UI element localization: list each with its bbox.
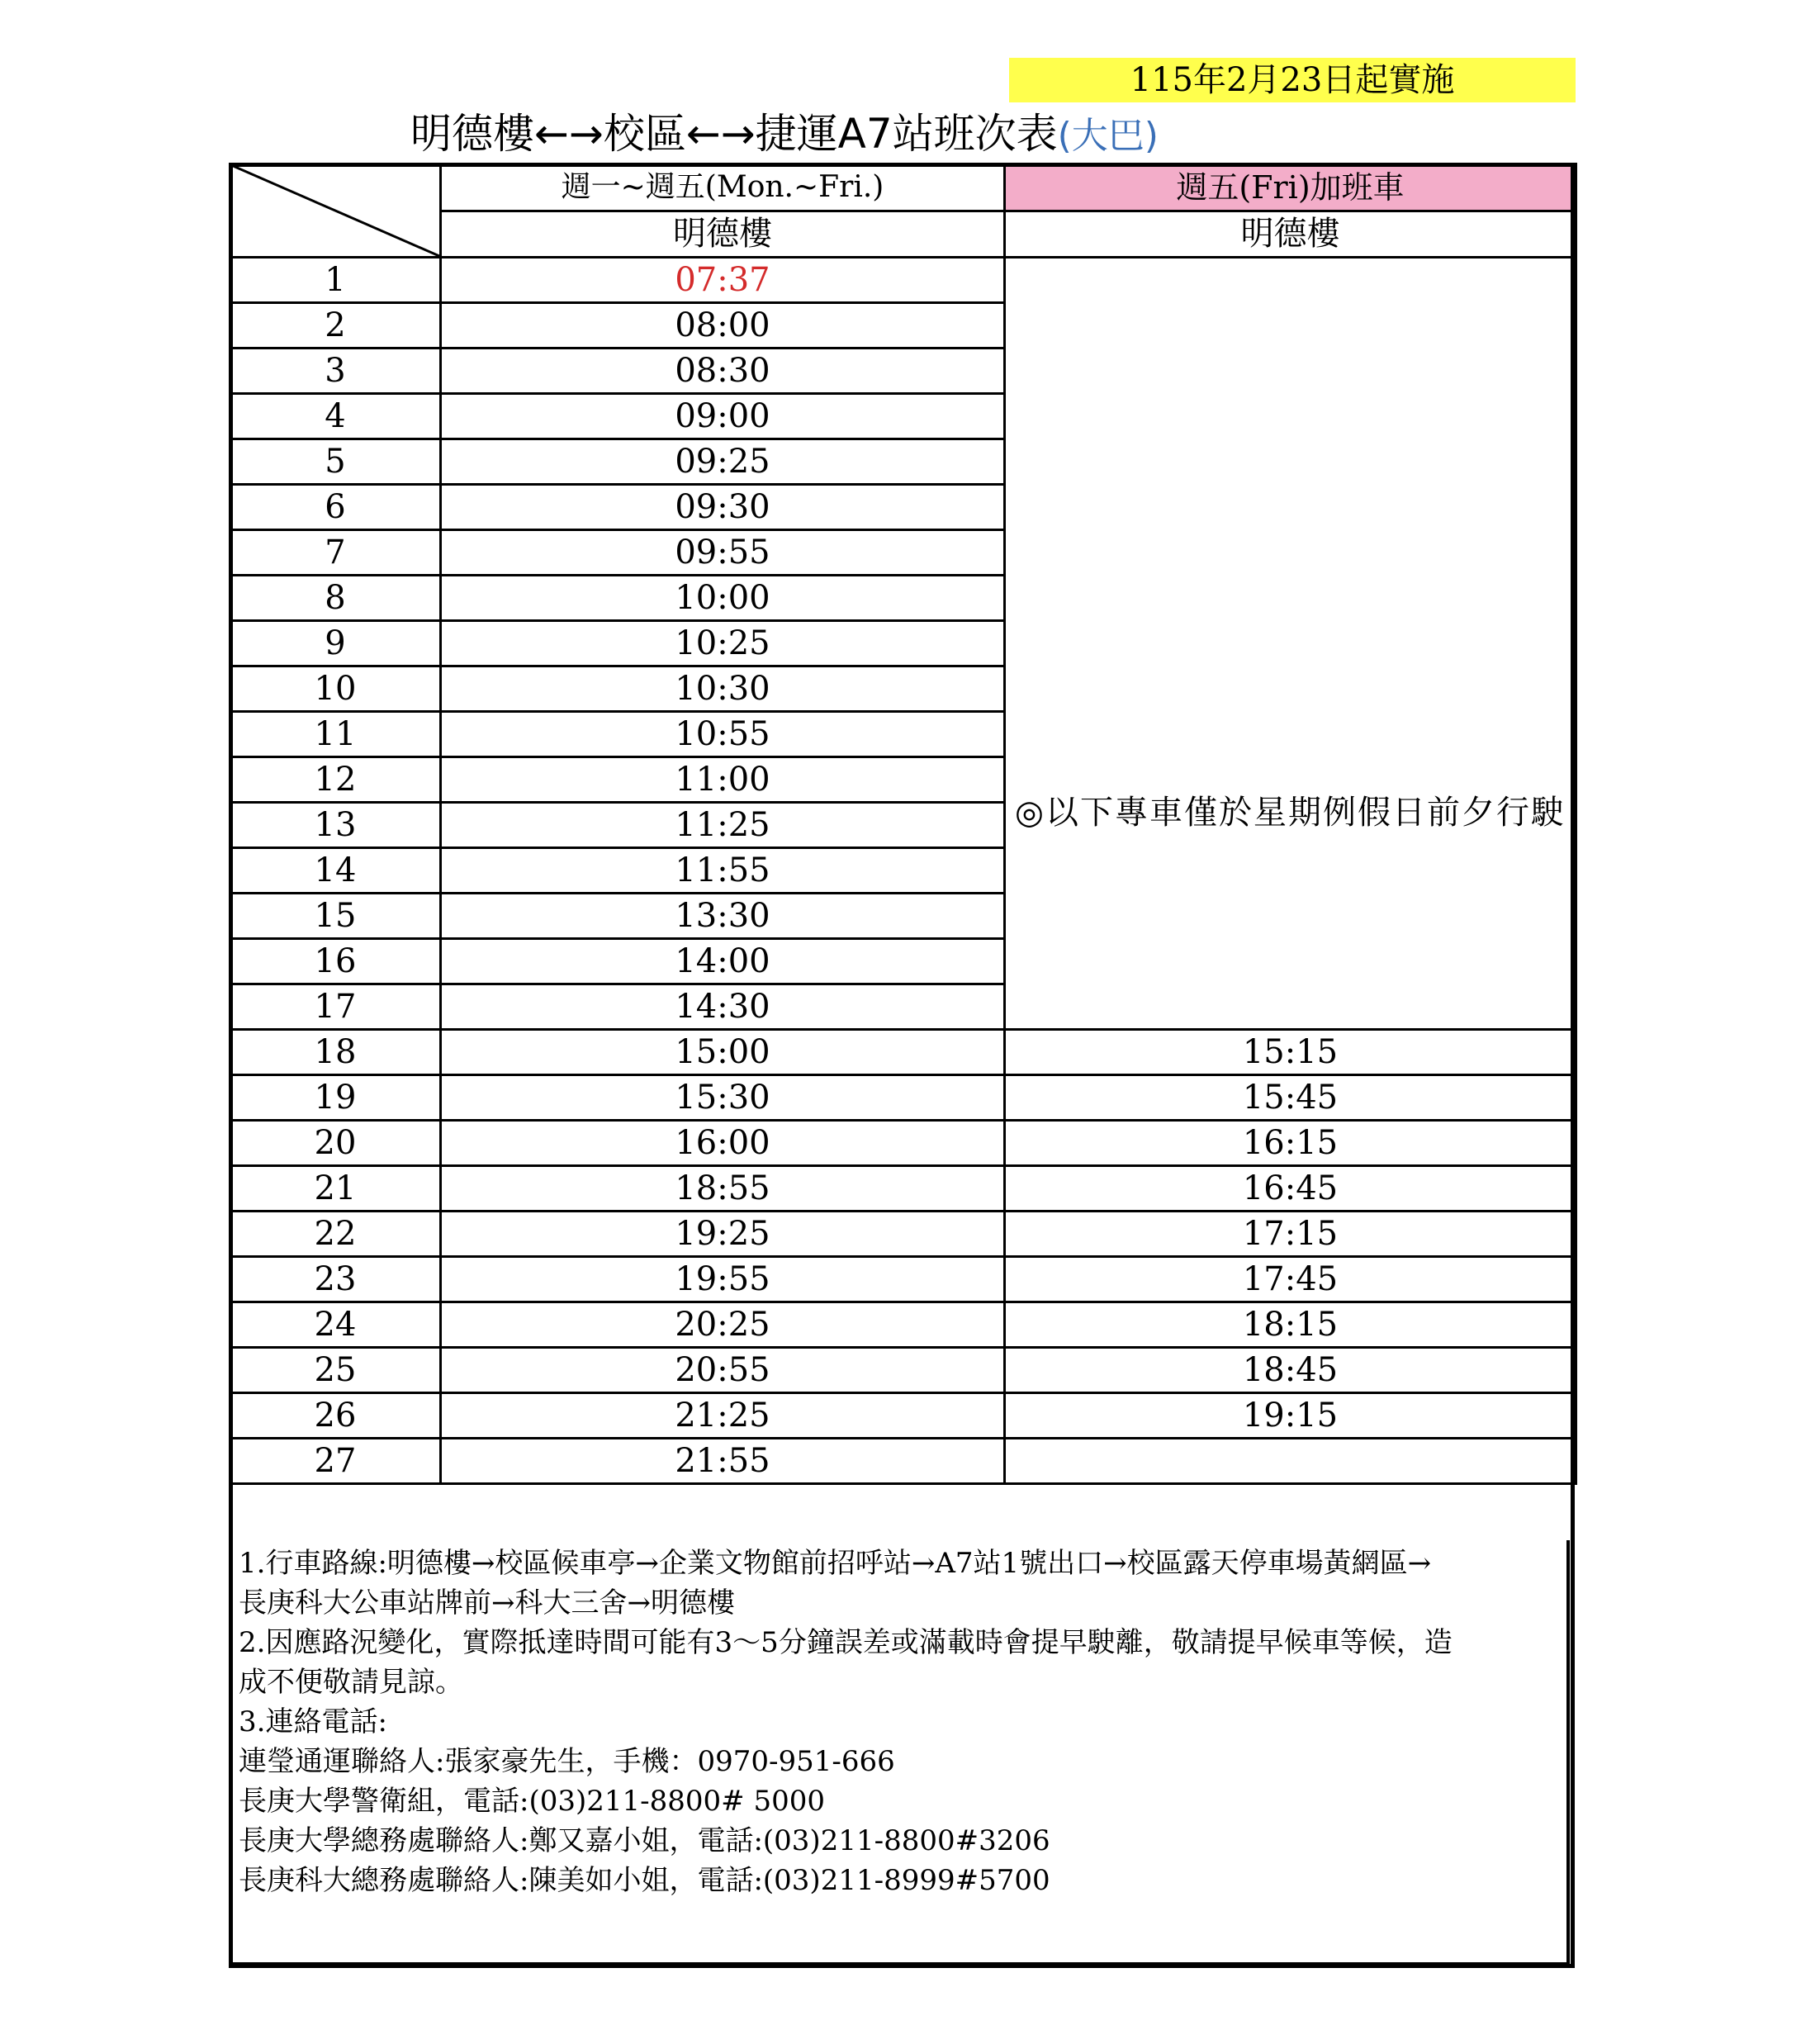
table-row <box>230 1212 1576 1257</box>
row-number: 26 <box>230 1393 441 1439</box>
note-line: 長庚科大總務處聯絡人:陳美如小姐，電話:(03)211-8999#5700 <box>239 1864 1050 1897</box>
friday-departure-time: 15:45 <box>1005 1075 1576 1121</box>
row-number: 2 <box>230 303 441 349</box>
weekday-departure-time: 09:30 <box>441 485 1005 530</box>
row-number: 9 <box>230 621 441 666</box>
row-number: 6 <box>230 485 441 530</box>
row-number: 11 <box>230 712 441 757</box>
weekday-departure-time: 18:55 <box>441 1166 1005 1212</box>
notes-section <box>229 1540 1570 1966</box>
weekday-departure-time: 15:30 <box>441 1075 1005 1121</box>
weekday-column-header: 週一~週五(Mon.~Fri.) <box>441 164 1005 211</box>
weekday-station-header: 明德樓 <box>441 211 1005 258</box>
table-row <box>230 1121 1576 1166</box>
note-line: 3.連絡電話: <box>239 1705 387 1738</box>
weekday-departure-time: 20:55 <box>441 1348 1005 1393</box>
row-number: 7 <box>230 530 441 576</box>
note-line: 連瑩通運聯絡人:張家豪先生，手機：0970-951-666 <box>239 1745 895 1778</box>
weekday-departure-time: 16:00 <box>441 1121 1005 1166</box>
weekday-departure-time: 11:55 <box>441 848 1005 894</box>
weekday-departure-time: 15:00 <box>441 1030 1005 1075</box>
weekday-departure-time: 10:30 <box>441 666 1005 712</box>
friday-departure-time: 18:15 <box>1005 1302 1576 1348</box>
table-row <box>230 258 1576 303</box>
schedule-table <box>229 163 1577 1485</box>
row-number: 12 <box>230 757 441 803</box>
friday-departure-time: 16:45 <box>1005 1166 1576 1212</box>
table-row <box>230 1393 1576 1439</box>
row-number: 21 <box>230 1166 441 1212</box>
table-row <box>230 1439 1576 1484</box>
row-number: 16 <box>230 939 441 984</box>
friday-departure-time: 19:15 <box>1005 1393 1576 1439</box>
weekday-departure-time: 10:00 <box>441 576 1005 621</box>
header-row-1 <box>230 164 1576 211</box>
weekday-departure-time: 14:00 <box>441 939 1005 984</box>
friday-extra-column-header: 週五(Fri)加班車 <box>1005 164 1576 211</box>
friday-departure-time: 17:45 <box>1005 1257 1576 1302</box>
row-number: 19 <box>230 1075 441 1121</box>
weekday-departure-time: 08:00 <box>441 303 1005 349</box>
weekday-departure-time: 21:25 <box>441 1393 1005 1439</box>
title-sub: (大巴) <box>1057 115 1159 157</box>
friday-departure-time: 18:45 <box>1005 1348 1576 1393</box>
friday-departure-time <box>1005 1439 1576 1484</box>
row-number: 10 <box>230 666 441 712</box>
row-number: 22 <box>230 1212 441 1257</box>
weekday-departure-time: 09:25 <box>441 439 1005 485</box>
title-main: 明德樓←→校區←→捷運A7站班次表 <box>410 110 1058 158</box>
row-number: 25 <box>230 1348 441 1393</box>
row-number: 15 <box>230 894 441 939</box>
table-row <box>230 1302 1576 1348</box>
row-number: 3 <box>230 349 441 394</box>
corner-diagonal-cell <box>230 164 441 258</box>
table-row <box>230 1075 1576 1121</box>
row-number: 13 <box>230 803 441 848</box>
row-number: 1 <box>230 258 441 303</box>
diagonal-line-icon <box>231 165 439 256</box>
row-number: 18 <box>230 1030 441 1075</box>
friday-departure-time: 15:15 <box>1005 1030 1576 1075</box>
weekday-departure-time: 21:55 <box>441 1439 1005 1484</box>
weekday-departure-time: 14:30 <box>441 984 1005 1030</box>
row-number: 14 <box>230 848 441 894</box>
weekday-departure-time: 13:30 <box>441 894 1005 939</box>
row-number: 23 <box>230 1257 441 1302</box>
weekday-departure-time: 20:25 <box>441 1302 1005 1348</box>
note-line: 長庚大學警衛組，電話:(03)211-8800# 5000 <box>239 1785 825 1818</box>
weekday-departure-time: 09:55 <box>441 530 1005 576</box>
friday-service-note: ◎以下專車僅於星期例假日前夕行駛 <box>1015 794 1566 832</box>
friday-station-header: 明德樓 <box>1005 211 1576 258</box>
row-number: 17 <box>230 984 441 1030</box>
row-number: 27 <box>230 1439 441 1484</box>
weekday-departure-time: 09:00 <box>441 394 1005 439</box>
note-line: 長庚大學總務處聯絡人:鄭又嘉小姐，電話:(03)211-8800#3206 <box>239 1824 1050 1857</box>
effective-date-banner: 115年2月23日起實施 <box>1009 58 1576 102</box>
weekday-departure-time: 08:30 <box>441 349 1005 394</box>
weekday-departure-time: 11:00 <box>441 757 1005 803</box>
note-line: 成不便敬請見諒。 <box>239 1666 463 1699</box>
row-number: 4 <box>230 394 441 439</box>
weekday-departure-time: 10:25 <box>441 621 1005 666</box>
row-number: 24 <box>230 1302 441 1348</box>
weekday-departure-time: 10:55 <box>441 712 1005 757</box>
note-line: 2.因應路況變化，實際抵達時間可能有3～5分鐘誤差或滿載時會提早駛離，敬請提早候車等候，造 <box>239 1626 1453 1659</box>
note-line: 長庚科大公車站牌前→科大三舍→明德樓 <box>239 1586 735 1620</box>
page-title <box>231 101 1338 167</box>
table-row <box>230 1257 1576 1302</box>
table-row <box>230 1166 1576 1212</box>
table-row <box>230 1348 1576 1393</box>
weekday-departure-time: 11:25 <box>441 803 1005 848</box>
row-number: 8 <box>230 576 441 621</box>
friday-departure-time: 16:15 <box>1005 1121 1576 1166</box>
weekday-departure-time: 07:37 <box>441 258 1005 303</box>
row-number: 20 <box>230 1121 441 1166</box>
weekday-departure-time: 19:55 <box>441 1257 1005 1302</box>
table-row <box>230 1030 1576 1075</box>
weekday-departure-time: 19:25 <box>441 1212 1005 1257</box>
friday-note-cell <box>1005 258 1576 1030</box>
friday-departure-time: 17:15 <box>1005 1212 1576 1257</box>
note-line: 1.行車路線:明德樓→校區候車亭→企業文物館前招呼站→A7站1號出口→校區露天停車場黃網區→ <box>239 1547 1432 1580</box>
row-number: 5 <box>230 439 441 485</box>
